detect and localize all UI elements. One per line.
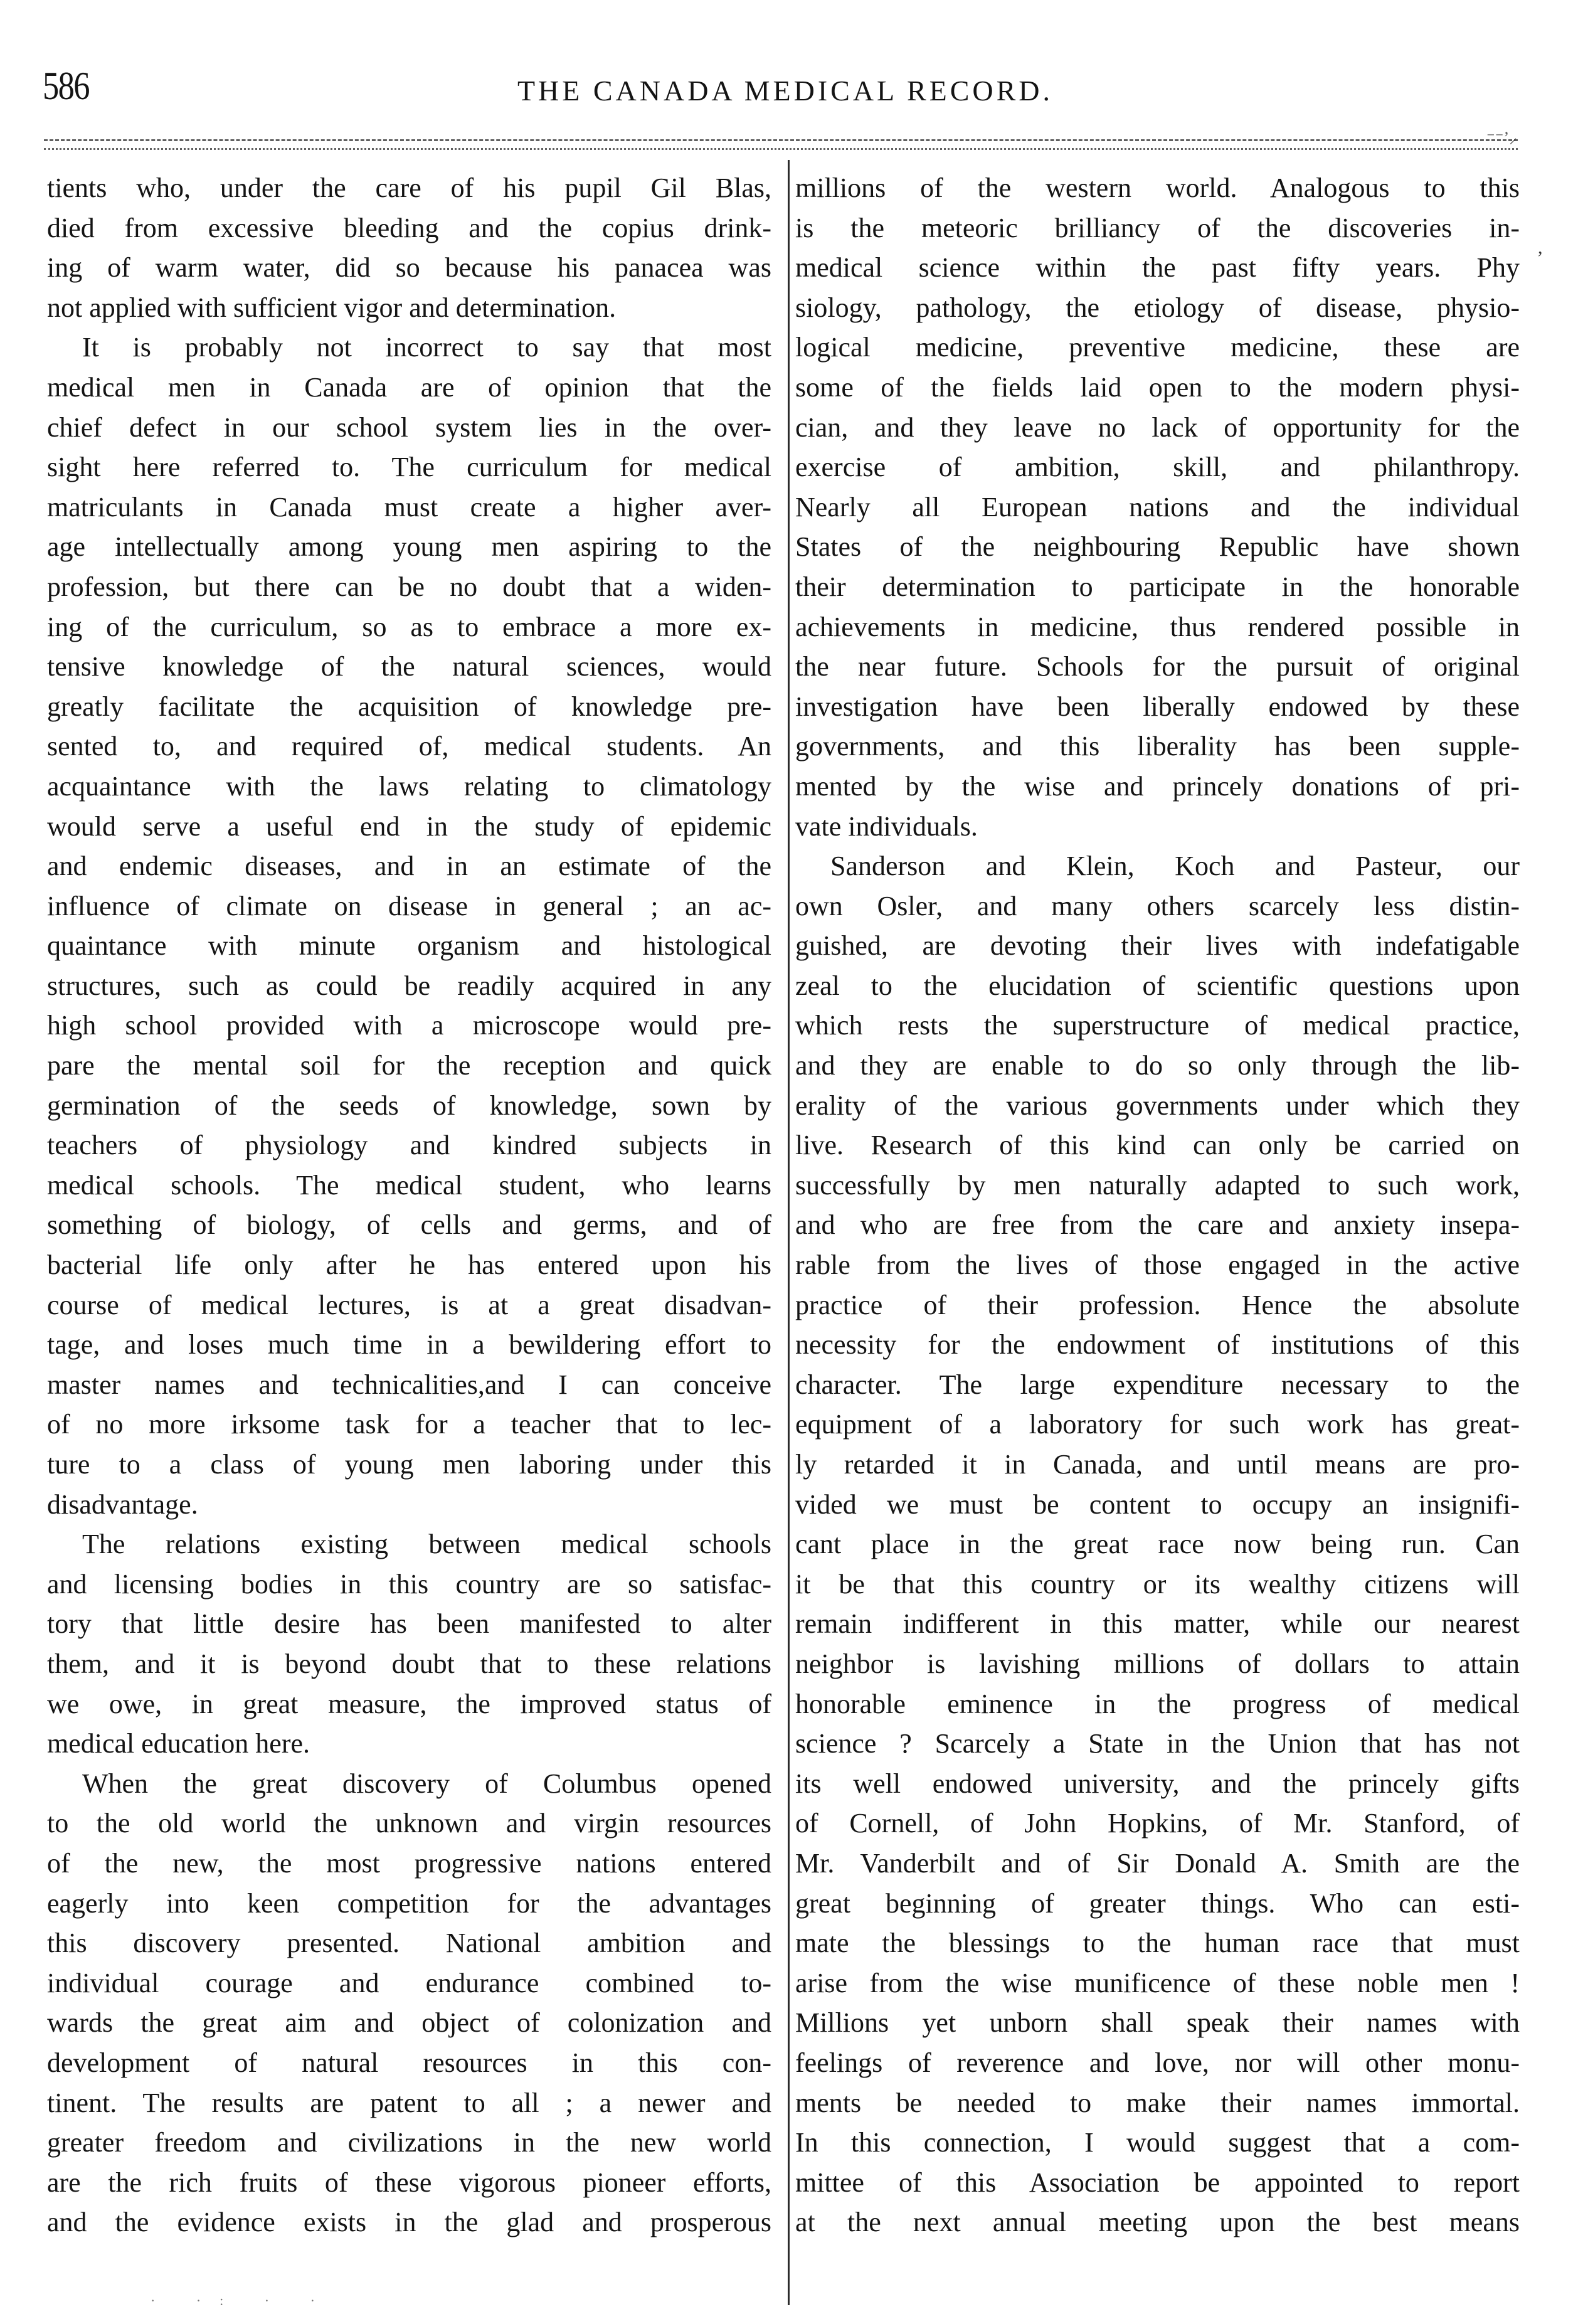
text-line [47,1604,771,1644]
text-line-content: mittee of this Association be appointed to report [795,2167,1520,2198]
text-line-content: zeal to the elucidation of scientific questions upon [795,970,1520,1001]
text-line [47,1165,771,1206]
text-line-content: and who are free from the care and anxiety insepa- [795,1209,1520,1241]
text-line-content: remain indifferent in this matter, while our nearest [795,1608,1520,1640]
text-line-content: guished, are devoting their lives with indefatigable [795,930,1520,962]
text-line [795,248,1520,288]
text-line-content: them, and it is beyond doubt that to these relations [47,1648,771,1679]
text-line [47,2003,771,2043]
text-line-content: development of natural resources in this con- [47,2047,771,2078]
text-line [795,767,1520,807]
text-line-content: The relations existing between medical schools [82,1529,771,1560]
text-line [795,2003,1520,2043]
text-line [795,208,1520,248]
text-line-content: eagerly into keen competition for the advantages [47,1887,771,1919]
text-line [795,886,1520,926]
text-line-content: cian, and they leave no lack of opportunity for the [795,411,1520,443]
text-line-content: of the new, the most progressive nations entered [47,1847,771,1879]
text-line [47,327,771,368]
text-line [795,1125,1520,1165]
text-line [47,408,771,448]
text-line-content: disadvantage. [47,1488,198,1520]
text-line-content: achievements in medicine, thus rendered possible in [795,611,1520,642]
text-line [795,966,1520,1006]
text-line-content: When the great discovery of Columbus opened [82,1768,771,1799]
text-line [47,1046,771,1086]
text-line-content: it be that this country or its wealthy citizens will [795,1568,1520,1600]
page-number: 586 [43,63,89,108]
text-line-content: and endemic diseases, and in an estimate of the [47,851,771,882]
text-line-content: the near future. Schools for the pursuit of original [795,651,1520,682]
text-line-content: sented to, and required of, medical students. An [47,731,771,762]
text-line-content: vided we must be content to occupy an insignifi- [795,1488,1520,1520]
text-line-content: tage, and loses much time in a bewildering effort to [47,1329,771,1361]
text-line [47,1205,771,1245]
text-line [795,1923,1520,1963]
text-line-content: honorable eminence in the progress of medical [795,1688,1520,1719]
text-line [795,1724,1520,1764]
text-line [47,647,771,687]
journal-title: THE CANADA MEDICAL RECORD. [517,75,1054,107]
text-line [47,1564,771,1605]
text-line [795,2123,1520,2163]
text-line-content: profession, but there can be no doubt that a widen- [47,571,771,602]
text-line-content: States of the neighbouring Republic have shown [795,531,1520,563]
text-line [47,527,771,567]
text-line-content: and licensing bodies in this country are so satisfac- [47,1568,771,1600]
text-line-content: cant place in the great race now being run. Can [795,1529,1520,1560]
text-line [795,2202,1520,2242]
text-line-content: something of biology, of cells and germs, and of [47,1209,771,1241]
text-line-content: ing of the curriculum, so as to embrace a more ex- [47,611,771,642]
text-line-content: medical science within the past fifty years. Phy [795,252,1520,284]
scan-specks: · ·: · · [151,2293,334,2308]
text-line [795,408,1520,448]
text-line [47,1684,771,1724]
text-line [795,1005,1520,1046]
text-line-content: wards the great aim and object of colonization and [47,2007,771,2039]
text-line-content: master names and technicalities,and I can conceive [47,1369,771,1400]
text-line [47,1005,771,1046]
text-line-content: teachers of physiology and kindred subjects in [47,1130,771,1161]
text-line-content: Nearly all European nations and the individual [795,491,1520,523]
text-line-content: In this connection, I would suggest that a com- [795,2127,1520,2158]
text-line-content: age intellectually among young men aspiring to the [47,531,771,563]
column-divider [788,160,790,2305]
text-line-content: feelings of reverence and love, nor will other monu- [795,2047,1520,2078]
text-line [795,288,1520,328]
text-line-content: bacterial life only after he has entered upon his [47,1250,771,1281]
header-rule-bottom [44,148,1518,150]
text-line-content: we owe, in great measure, the improved status of [47,1688,771,1719]
text-line-content: mate the blessings to the human race that must [795,1928,1520,1959]
text-line [47,607,771,647]
text-line-content: and the evidence exists in the glad and prosperous [47,2207,771,2238]
text-line [795,1165,1520,1206]
text-line [795,607,1520,647]
text-line [795,1844,1520,1884]
text-line [795,527,1520,567]
text-line [795,168,1520,208]
text-line [47,2202,771,2242]
text-line-content: It is probably not incorrect to say that most [82,332,771,363]
text-line [47,447,771,487]
text-line [47,687,771,727]
text-line-content: medical schools. The medical student, who learns [47,1169,771,1201]
text-line [795,726,1520,767]
text-line [795,2083,1520,2123]
text-line-content: ments be needed to make their names immortal. [795,2087,1520,2118]
text-line-content: and they are enable to do so only through the lib- [795,1050,1520,1081]
text-line-content: ly retarded it in Canada, and until means are pro- [795,1449,1520,1480]
text-line-content: at the next annual meeting upon the best means [795,2207,1520,2238]
text-line-content: equipment of a laboratory for such work has great- [795,1409,1520,1440]
text-line-content: chief defect in our school system lies in the over- [47,411,771,443]
text-line-content: would serve a useful end in the study of epidemic [47,810,771,842]
text-line [795,567,1520,607]
text-line [47,1963,771,2003]
text-line [795,1485,1520,1525]
text-line [795,368,1520,408]
text-line-content: practice of their profession. Hence the absolute [795,1289,1520,1320]
text-line-content: vate individuals. [795,810,978,842]
text-line-content: sight here referred to. The curriculum for medical [47,452,771,483]
text-line-content: millions of the western world. Analogous to this [795,172,1520,203]
text-line [47,248,771,288]
text-line [47,1724,771,1764]
text-line-content: tensive knowledge of the natural sciences, would [47,651,771,682]
text-line-content: tinent. The results are patent to all ; a newer and [47,2087,771,2118]
text-line-content: some of the fields laid open to the modern physi- [795,371,1520,403]
text-line [47,1923,771,1963]
text-line [47,966,771,1006]
text-line-content: investigation have been liberally endowed by these [795,691,1520,722]
text-line-content: successfully by men naturally adapted to such work, [795,1169,1520,1201]
text-line [47,1086,771,1126]
text-line-content: Sanderson and Klein, Koch and Pasteur, our [830,851,1520,882]
text-line-content: tory that little desire has been manifested to alter [47,1608,771,1640]
scan-artifact: ⁻⁻ʼ⸝ [1486,129,1518,147]
text-line-content: tients who, under the care of his pupil Gil Blas, [47,172,771,203]
text-line [795,926,1520,966]
text-line [795,1365,1520,1405]
text-line-content: to the old world the unknown and virgin resources [47,1808,771,1839]
text-line-content: died from excessive bleeding and the copius drink- [47,212,771,243]
text-line-content: siology, pathology, the etiology of disease, physio- [795,292,1520,323]
text-line-content: their determination to participate in the honorable [795,571,1520,602]
text-line-content: rable from the lives of those engaged in the active [795,1250,1520,1281]
text-line-content: erality of the various governments under which they [795,1090,1520,1121]
text-line-content: greater freedom and civilizations in the new world [47,2127,771,2158]
text-line [47,2043,771,2083]
text-line-content: are the rich fruits of these vigorous pioneer efforts, [47,2167,771,2198]
text-line [795,1684,1520,1724]
text-line-content: logical medicine, preventive medicine, these are [795,332,1520,363]
text-line [47,926,771,966]
text-line [47,1365,771,1405]
text-line [795,846,1520,886]
text-line [47,368,771,408]
text-line-content: this discovery presented. National ambition and [47,1928,771,1959]
right-column [795,168,1520,2242]
text-line [47,567,771,607]
text-line [795,1524,1520,1564]
text-line [795,1764,1520,1804]
text-line [795,1803,1520,1844]
text-line [47,726,771,767]
left-column [47,168,771,2242]
text-line [47,1803,771,1844]
text-line-content: ture to a class of young men laboring under this [47,1449,771,1480]
text-line-content: individual courage and endurance combined to- [47,1967,771,1998]
text-line [795,2163,1520,2203]
text-line [795,647,1520,687]
text-line [795,687,1520,727]
text-line-content: medical education here. [47,1728,310,1759]
text-line-content: own Osler, and many others scarcely less distin- [795,890,1520,921]
header-rule-top [44,139,1518,141]
text-line-content: its well endowed university, and the princely gifts [795,1768,1520,1799]
text-line-content: character. The large expenditure necessary to the [795,1369,1520,1400]
text-line-content: neighbor is lavishing millions of dollars to attain [795,1648,1520,1679]
text-line-content: live. Research of this kind can only be carried on [795,1130,1520,1161]
text-line-content: pare the mental soil for the reception and quick [47,1050,771,1081]
text-line-content: quaintance with minute organism and histological [47,930,771,962]
text-line [795,327,1520,368]
text-line [47,487,771,528]
text-line-content: Mr. Vanderbilt and of Sir Donald A. Smith are the [795,1847,1520,1879]
text-line-content: ing of warm water, did so because his panacea was [47,252,771,284]
text-line [795,447,1520,487]
text-line [795,487,1520,528]
text-line [795,1046,1520,1086]
text-line [47,208,771,248]
text-line [47,1764,771,1804]
text-line-content: medical men in Canada are of opinion that the [47,371,771,403]
text-line-content: arise from the wise munificence of these noble men ! [795,1967,1520,1998]
text-line [47,807,771,847]
text-line [795,1245,1520,1285]
text-line [47,1644,771,1684]
text-line [795,1445,1520,1485]
text-line [795,1604,1520,1644]
text-line [47,1125,771,1165]
text-line [795,1564,1520,1605]
text-line [47,1245,771,1285]
text-line [47,2163,771,2203]
text-line-content: course of medical lectures, is at a great disadvan- [47,1289,771,1320]
text-line [47,846,771,886]
scan-artifact-mark: , [1538,237,1543,258]
text-line [47,1485,771,1525]
text-line-content: necessity for the endowment of institutions of this [795,1329,1520,1361]
text-line [795,1963,1520,2003]
text-line-content: is the meteoric brilliancy of the discoveries in- [795,212,1520,243]
text-line [795,1404,1520,1445]
text-line-content: high school provided with a microscope would pre- [47,1010,771,1041]
text-line-content: germination of the seeds of knowledge, sown by [47,1090,771,1121]
text-line [47,1524,771,1564]
text-line [47,2083,771,2123]
text-line [795,1644,1520,1684]
text-line [47,1445,771,1485]
text-line-content: of no more irksome task for a teacher that to lec- [47,1409,771,1440]
text-line-content: exercise of ambition, skill, and philanthropy. [795,452,1520,483]
text-line [795,807,1520,847]
text-line [795,1884,1520,1924]
text-line [47,288,771,328]
text-line [47,1884,771,1924]
text-line-content: science ? Scarcely a State in the Union that has not [795,1728,1520,1759]
text-line [795,2043,1520,2083]
text-line [795,1325,1520,1365]
text-line [47,1285,771,1325]
text-line [47,168,771,208]
text-line-content: Millions yet unborn shall speak their names with [795,2007,1520,2039]
text-line [47,767,771,807]
text-line-content: matriculants in Canada must create a higher aver- [47,491,771,523]
text-line [795,1205,1520,1245]
text-line-content: greatly facilitate the acquisition of knowledge pre- [47,691,771,722]
text-line-content: acquaintance with the laws relating to climatology [47,770,771,802]
text-line [47,886,771,926]
text-line-content: mented by the wise and princely donations of pri- [795,770,1520,802]
text-line-content: great beginning of greater things. Who can esti- [795,1887,1520,1919]
text-line [47,1325,771,1365]
text-line-content: of Cornell, of John Hopkins, of Mr. Stanford, of [795,1808,1520,1839]
text-line-content: influence of climate on disease in general ; an ac- [47,890,771,921]
text-line [795,1285,1520,1325]
text-line-content: governments, and this liberality has been supple- [795,731,1520,762]
running-title [0,74,1583,107]
text-line-content: structures, such as could be readily acquired in any [47,970,771,1001]
text-line-content: which rests the superstructure of medical practice, [795,1010,1520,1041]
text-line [47,1404,771,1445]
text-line-content: not applied with sufficient vigor and determination. [47,292,617,323]
text-line [47,1844,771,1884]
text-line [47,2123,771,2163]
text-line [795,1086,1520,1126]
